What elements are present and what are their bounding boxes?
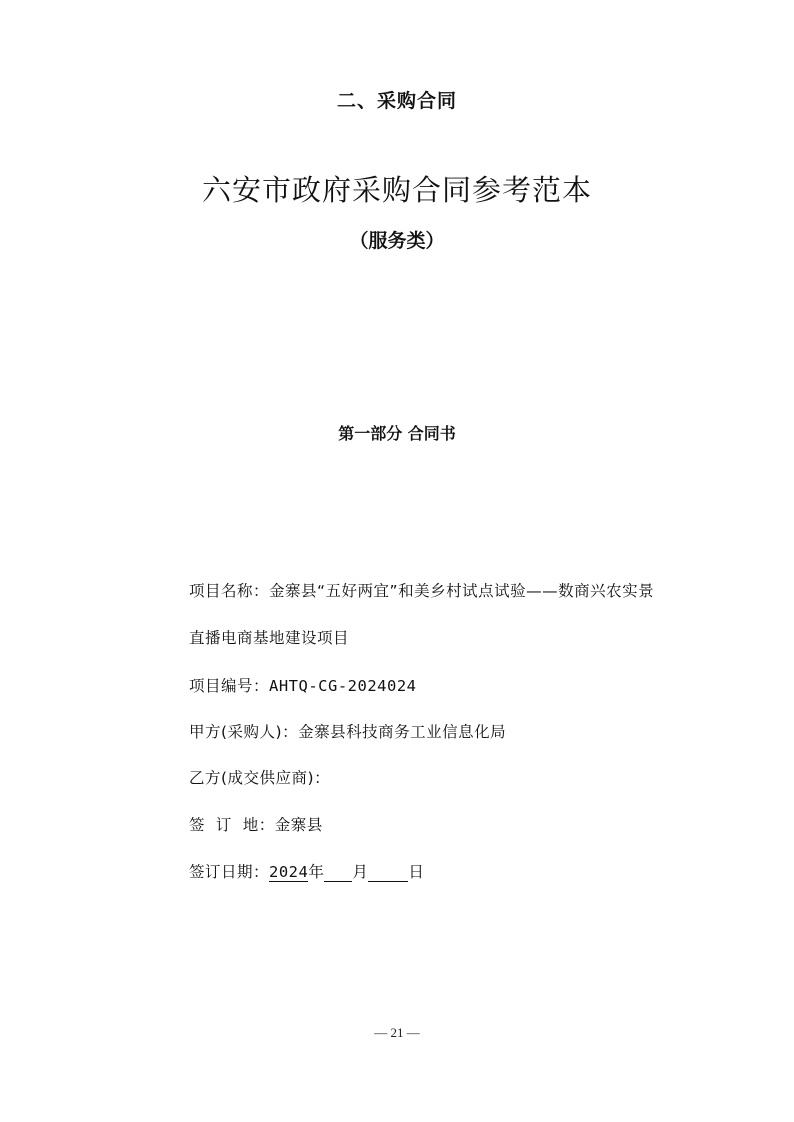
sign-date-day-blank: [368, 864, 408, 882]
project-name-value: 金寨县“五好两宜”和美乡村试点试验——数商兴农实景: [269, 582, 655, 600]
sign-place-label: 签 订 地：: [189, 816, 275, 834]
page-number: — 21 —: [374, 1025, 420, 1040]
project-name-value-continued: 直播电商基地建设项目: [189, 629, 350, 647]
main-title: 六安市政府采购合同参考范本: [201, 173, 592, 207]
project-name-line-1: [189, 579, 654, 601]
project-name-line-2: [189, 626, 349, 648]
project-number-line: [189, 674, 417, 696]
sign-date-year: 2024: [269, 863, 309, 881]
sign-date-line: [189, 860, 424, 882]
party-a-line: [189, 720, 506, 742]
project-name-label: 项目名称：: [189, 582, 270, 600]
sub-title: （服务类）: [349, 230, 445, 252]
sign-place-value: 金寨县: [274, 816, 323, 834]
section-title: 二、采购合同: [336, 90, 457, 112]
sign-date-month-blank: [324, 864, 352, 882]
sign-date-year-suffix: 年: [308, 863, 325, 881]
sign-place-line: [189, 813, 323, 835]
party-b-line: [189, 766, 330, 788]
sign-date-month-suffix: 月: [352, 863, 369, 881]
sign-date-day-suffix: 日: [408, 863, 425, 881]
party-b-label: 乙方(成交供应商)：: [189, 769, 331, 787]
part-title: 第一部分 合同书: [338, 424, 456, 443]
party-a-label: 甲方(采购人)：: [189, 723, 299, 741]
project-number-label: 项目编号：: [189, 677, 270, 695]
project-number-value: AHTQ-CG-2024024: [269, 677, 417, 695]
party-a-value: 金寨县科技商务工业信息化局: [298, 723, 507, 741]
sign-date-label: 签订日期：: [189, 863, 270, 881]
